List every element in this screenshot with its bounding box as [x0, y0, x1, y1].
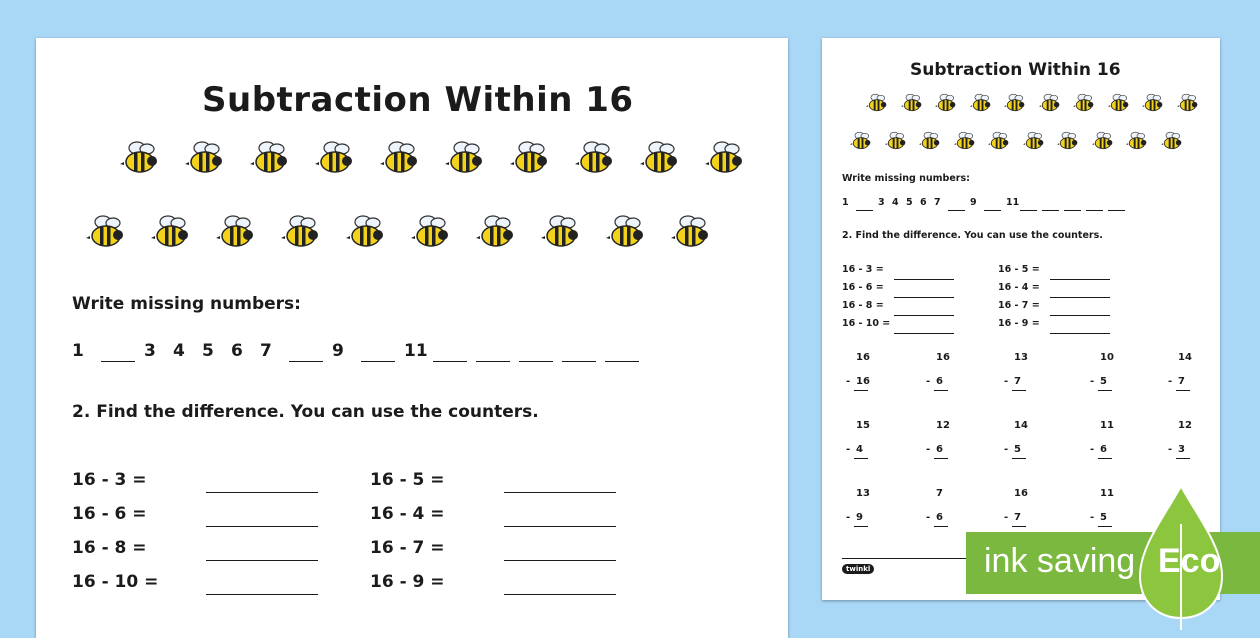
column-minuend: 10	[1100, 352, 1114, 363]
column-answer-line[interactable]	[1098, 390, 1112, 391]
bee-icon	[850, 130, 872, 156]
answer-blank[interactable]	[206, 560, 318, 561]
minus-sign: -	[1168, 444, 1173, 455]
eco-label: Eco	[1158, 542, 1221, 580]
sequence-number: 1	[842, 197, 849, 208]
footer-line	[842, 558, 972, 559]
minus-sign: -	[1004, 376, 1009, 387]
minus-sign: -	[846, 512, 851, 523]
subtraction-problem: 16 - 5 =	[370, 470, 445, 490]
answer-blank[interactable]	[519, 361, 553, 362]
subtraction-problem: 16 - 4 =	[370, 504, 445, 524]
bee-icon	[1039, 92, 1061, 118]
answer-blank[interactable]	[948, 210, 965, 211]
answer-blank[interactable]	[1108, 210, 1125, 211]
answer-blank[interactable]	[1050, 333, 1110, 334]
bee-icon	[445, 138, 485, 182]
answer-blank[interactable]	[894, 279, 954, 280]
column-subtrahend: 5	[1100, 376, 1107, 387]
column-answer-line[interactable]	[934, 526, 948, 527]
answer-blank[interactable]	[1050, 297, 1110, 298]
bee-icon	[411, 212, 451, 256]
answer-blank[interactable]	[894, 315, 954, 316]
column-answer-line[interactable]	[1012, 390, 1026, 391]
subtraction-problem: 16 - 9 =	[370, 572, 445, 592]
column-subtrahend: 5	[1100, 512, 1107, 523]
column-minuend: 14	[1178, 352, 1192, 363]
sequence-number: 4	[892, 197, 899, 208]
answer-blank[interactable]	[1064, 210, 1081, 211]
minus-sign: -	[846, 444, 851, 455]
subtraction-problem: 16 - 8 =	[842, 300, 884, 311]
bee-icon	[86, 212, 126, 256]
sequence-number: 6	[920, 197, 927, 208]
answer-blank[interactable]	[206, 526, 318, 527]
answer-blank[interactable]	[894, 297, 954, 298]
bee-icon	[315, 138, 355, 182]
subtraction-problem: 16 - 8 =	[72, 538, 147, 558]
minus-sign: -	[1004, 512, 1009, 523]
minus-sign: -	[926, 512, 931, 523]
column-subtrahend: 6	[936, 444, 943, 455]
worksheet-title: Subtraction Within 16	[202, 80, 634, 120]
answer-blank[interactable]	[1086, 210, 1103, 211]
bee-icon	[216, 212, 256, 256]
answer-blank[interactable]	[289, 361, 323, 362]
subtraction-problem: 16 - 3 =	[72, 470, 147, 490]
bee-icon	[476, 212, 516, 256]
column-answer-line[interactable]	[1176, 458, 1190, 459]
minus-sign: -	[846, 376, 851, 387]
column-answer-line[interactable]	[854, 526, 868, 527]
ink-saving-badge	[966, 484, 1260, 630]
subtraction-problem: 16 - 5 =	[998, 264, 1040, 275]
bee-icon	[935, 92, 957, 118]
sequence-number: 5	[202, 341, 214, 361]
sequence-number: 6	[231, 341, 243, 361]
column-subtrahend: 7	[1014, 512, 1021, 523]
column-subtrahend: 16	[856, 376, 870, 387]
difference-instruction: 2. Find the difference. You can use the counters.	[72, 402, 539, 422]
subtraction-problem: 16 - 7 =	[998, 300, 1040, 311]
bee-icon	[671, 212, 711, 256]
column-minuend: 11	[1100, 488, 1114, 499]
answer-blank[interactable]	[856, 210, 873, 211]
answer-blank[interactable]	[504, 492, 616, 493]
sequence-number: 9	[970, 197, 977, 208]
bee-icon	[866, 92, 888, 118]
answer-blank[interactable]	[433, 361, 467, 362]
column-subtrahend: 6	[936, 376, 943, 387]
bee-icon	[250, 138, 290, 182]
sequence-number: 5	[906, 197, 913, 208]
sequence-number: 9	[332, 341, 344, 361]
answer-blank[interactable]	[1020, 210, 1037, 211]
answer-blank[interactable]	[894, 333, 954, 334]
bee-icon	[988, 130, 1010, 156]
column-minuend: 16	[936, 352, 950, 363]
minus-sign: -	[1168, 376, 1173, 387]
answer-blank[interactable]	[605, 361, 639, 362]
bee-icon	[346, 212, 386, 256]
column-answer-line[interactable]	[854, 390, 868, 391]
answer-blank[interactable]	[206, 492, 318, 493]
bee-icon	[954, 130, 976, 156]
sequence-number: 3	[878, 197, 885, 208]
bee-icon	[1092, 130, 1114, 156]
bee-icon	[151, 212, 191, 256]
column-minuend: 13	[856, 488, 870, 499]
answer-blank[interactable]	[562, 361, 596, 362]
bee-icon	[1073, 92, 1095, 118]
answer-blank[interactable]	[1050, 279, 1110, 280]
bee-icon	[1057, 130, 1079, 156]
column-answer-line[interactable]	[854, 458, 868, 459]
column-answer-line[interactable]	[1176, 390, 1190, 391]
column-answer-line[interactable]	[1098, 458, 1112, 459]
worksheet-title: Subtraction Within 16	[910, 60, 1121, 80]
bee-icon	[885, 130, 907, 156]
sequence-number: 1	[72, 341, 84, 361]
bee-icon	[120, 138, 160, 182]
subtraction-problem: 16 - 7 =	[370, 538, 445, 558]
minus-sign: -	[926, 444, 931, 455]
subtraction-problem: 16 - 10 =	[72, 572, 159, 592]
column-subtrahend: 9	[856, 512, 863, 523]
bee-icon	[575, 138, 615, 182]
bee-icon	[1161, 130, 1183, 156]
column-answer-line[interactable]	[934, 458, 948, 459]
bee-icon	[970, 92, 992, 118]
minus-sign: -	[1090, 512, 1095, 523]
minus-sign: -	[1090, 376, 1095, 387]
column-subtrahend: 6	[1100, 444, 1107, 455]
sequence-number: 11	[404, 341, 428, 361]
column-minuend: 12	[1178, 420, 1192, 431]
bee-icon	[640, 138, 680, 182]
sequence-number: 11	[1006, 197, 1020, 208]
bee-icon	[1108, 92, 1130, 118]
bee-icon	[1126, 130, 1148, 156]
bee-icon	[1004, 92, 1026, 118]
bee-icon	[1177, 92, 1199, 118]
column-answer-line[interactable]	[1012, 458, 1026, 459]
twinkl-logo: twinkl	[842, 564, 874, 574]
column-minuend: 7	[936, 488, 943, 499]
bee-icon	[606, 212, 646, 256]
subtraction-problem: 16 - 9 =	[998, 318, 1040, 329]
column-minuend: 12	[936, 420, 950, 431]
bee-icon	[185, 138, 225, 182]
answer-blank[interactable]	[476, 361, 510, 362]
answer-blank[interactable]	[984, 210, 1001, 211]
bee-icon	[901, 92, 923, 118]
minus-sign: -	[1004, 444, 1009, 455]
sequence-number: 4	[173, 341, 185, 361]
sequence-number: 3	[144, 341, 156, 361]
column-minuend: 13	[1014, 352, 1028, 363]
bee-icon	[919, 130, 941, 156]
subtraction-problem: 16 - 4 =	[998, 282, 1040, 293]
column-subtrahend: 6	[936, 512, 943, 523]
answer-blank[interactable]	[504, 526, 616, 527]
sequence-number: 7	[934, 197, 941, 208]
column-answer-line[interactable]	[934, 390, 948, 391]
bee-icon	[1142, 92, 1164, 118]
subtraction-problem: 16 - 6 =	[72, 504, 147, 524]
bee-icon	[541, 212, 581, 256]
bee-icon	[705, 138, 745, 182]
column-subtrahend: 4	[856, 444, 863, 455]
answer-blank[interactable]	[504, 560, 616, 561]
badge-label: ink saving	[984, 542, 1136, 580]
column-subtrahend: 3	[1178, 444, 1185, 455]
bee-icon	[281, 212, 321, 256]
column-subtrahend: 7	[1178, 376, 1185, 387]
column-minuend: 11	[1100, 420, 1114, 431]
minus-sign: -	[926, 376, 931, 387]
bee-icon	[380, 138, 420, 182]
answer-blank[interactable]	[504, 594, 616, 595]
worksheet-large	[36, 38, 788, 638]
subtraction-problem: 16 - 6 =	[842, 282, 884, 293]
subtraction-problem: 16 - 3 =	[842, 264, 884, 275]
column-subtrahend: 5	[1014, 444, 1021, 455]
bee-icon	[1023, 130, 1045, 156]
column-minuend: 14	[1014, 420, 1028, 431]
column-minuend: 16	[1014, 488, 1028, 499]
answer-blank[interactable]	[101, 361, 135, 362]
missing-numbers-label: Write missing numbers:	[842, 173, 970, 184]
answer-blank[interactable]	[1042, 210, 1059, 211]
missing-numbers-label: Write missing numbers:	[72, 294, 301, 314]
column-subtrahend: 7	[1014, 376, 1021, 387]
subtraction-problem: 16 - 10 =	[842, 318, 891, 329]
column-minuend: 15	[856, 420, 870, 431]
difference-instruction: 2. Find the difference. You can use the counters.	[842, 230, 1103, 241]
bee-icon	[510, 138, 550, 182]
minus-sign: -	[1090, 444, 1095, 455]
answer-blank[interactable]	[361, 361, 395, 362]
answer-blank[interactable]	[1050, 315, 1110, 316]
answer-blank[interactable]	[206, 594, 318, 595]
sequence-number: 7	[260, 341, 272, 361]
column-minuend: 16	[856, 352, 870, 363]
